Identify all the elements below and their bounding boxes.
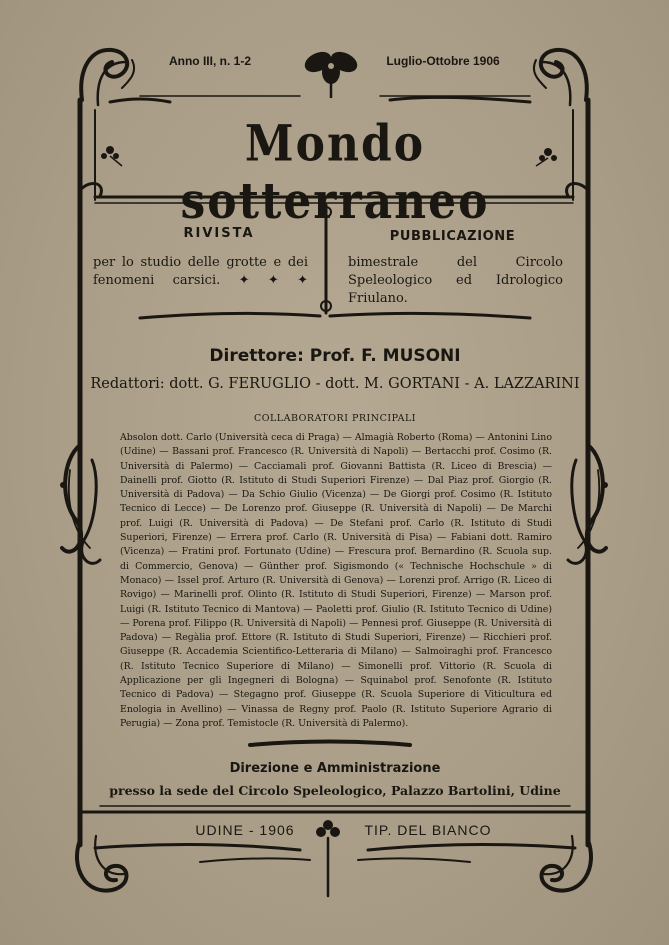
right-column-text: bimestrale del Circolo Speleologico ed Idrologico Friulano. bbox=[348, 255, 563, 306]
left-column-heading: RIVISTA bbox=[183, 226, 255, 241]
director-line: Direttore: Prof. F. MUSONI bbox=[209, 346, 461, 366]
footer-printer: TIP. DEL BIANCO bbox=[364, 822, 492, 838]
collaborators-list: Absolon dott. Carlo (Università ceca di Praga) — Almagià Roberto (Roma) — Antonini Lino (Udine) — Bassani prof. Francesco (R. Università di Napoli) — Bertacchi prof. Cosimo (R. Università di Palermo) — Cacciamali prof. Giovanni Battista (R. Liceo di Brescia) — Dainelli prof. Giotto (R. Istituto di Studi Superiori Firenze) — Dal Piaz prof. Giorgio (R. Università di Padova) — Da Schio Giulio (Vicenza) — De Giorgi prof. Cosimo (R. Istituto Tecnico di Lecce) — De Lorenzo prof. Giuseppe (R. Università di Napoli) — De Marchi prof. Luigi (R. Università di Padova) — De Stefani prof. Carlo (R. Istituto di Studi Superiori, Firenze) — Errera prof. Carlo (R. Università di Pisa) — Fabiani dott. Ramiro (Vicenza) — Fratini prof. Fortunato (Udine) — Frescura prof. Bernardino (R. Scuola sup. di Commercio, Genova) — Günther prof. Sigismondo (« Technische Hochschule » di Monaco) — Issel prof. Arturo (R. Università di Genova) — Lorenzi prof. Arrigo (R. Liceo di Rovigo) — Marinelli prof. Olinto (R. Istituto di Studi Superiori, Firenze) — Marson prof. Luigi (R. Istituto Tecnico di Mantova) — Paoletti prof. Giulio (R. Istituto Tecnico di Udine) — Porena prof. Filippo (R. Università di Napoli) — Pennesi prof. Giuseppe (R. Università di Padova) — Regàlia prof. Ettore (R. Istituto di Studi Superiori, Firenze) — Ricchieri prof. Giuseppe (R. Accademia Scientifico-Letteraria di Milano) — Salmoiraghi prof. Francesco (R. Istituto Tecnico Superiore di Milano) — Simonelli prof. Vittorio (R. Scuola di Applicazione per gli Ingegneri di Bologna) — Squinabol prof. Senofonte (R. Istituto Tecnico di Padova) — Stegagno prof. Giuseppe (R. Scuola Superiore di Viticultura ed Enologia in Avellino) — Vinassa de Regny prof. Paolo (R. Istituto Superiore Agrario di Perugia) — Zona prof. Temistocle (R. Università di Palermo). bbox=[120, 432, 552, 729]
editors-line: Redattori: dott. G. FERUGLIO - dott. M. GORTANI - A. LAZZARINI bbox=[90, 376, 580, 392]
issue-number: Anno III, n. 1-2 bbox=[168, 54, 251, 68]
footer-city-year: UDINE - 1906 bbox=[195, 822, 295, 838]
issue-date: Luglio-Ottobre 1906 bbox=[386, 54, 500, 68]
magazine-title: Mondo sotterraneo bbox=[180, 115, 490, 231]
clover-icon bbox=[316, 820, 340, 837]
administration-address: presso la sede del Circolo Speleologico, Palazzo Bartolini, Udine bbox=[109, 783, 561, 798]
collaborators-heading: COLLABORATORI PRINCIPALI bbox=[253, 413, 417, 424]
administration-heading: Direzione e Amministrazione bbox=[229, 761, 441, 776]
flower-ornament-icon bbox=[302, 48, 361, 98]
left-column-text: per lo studio delle grotte e dei fenomeni carsici. ✦ ✦ ✦ bbox=[93, 255, 308, 288]
right-column-heading: PUBBLICAZIONE bbox=[389, 229, 516, 244]
